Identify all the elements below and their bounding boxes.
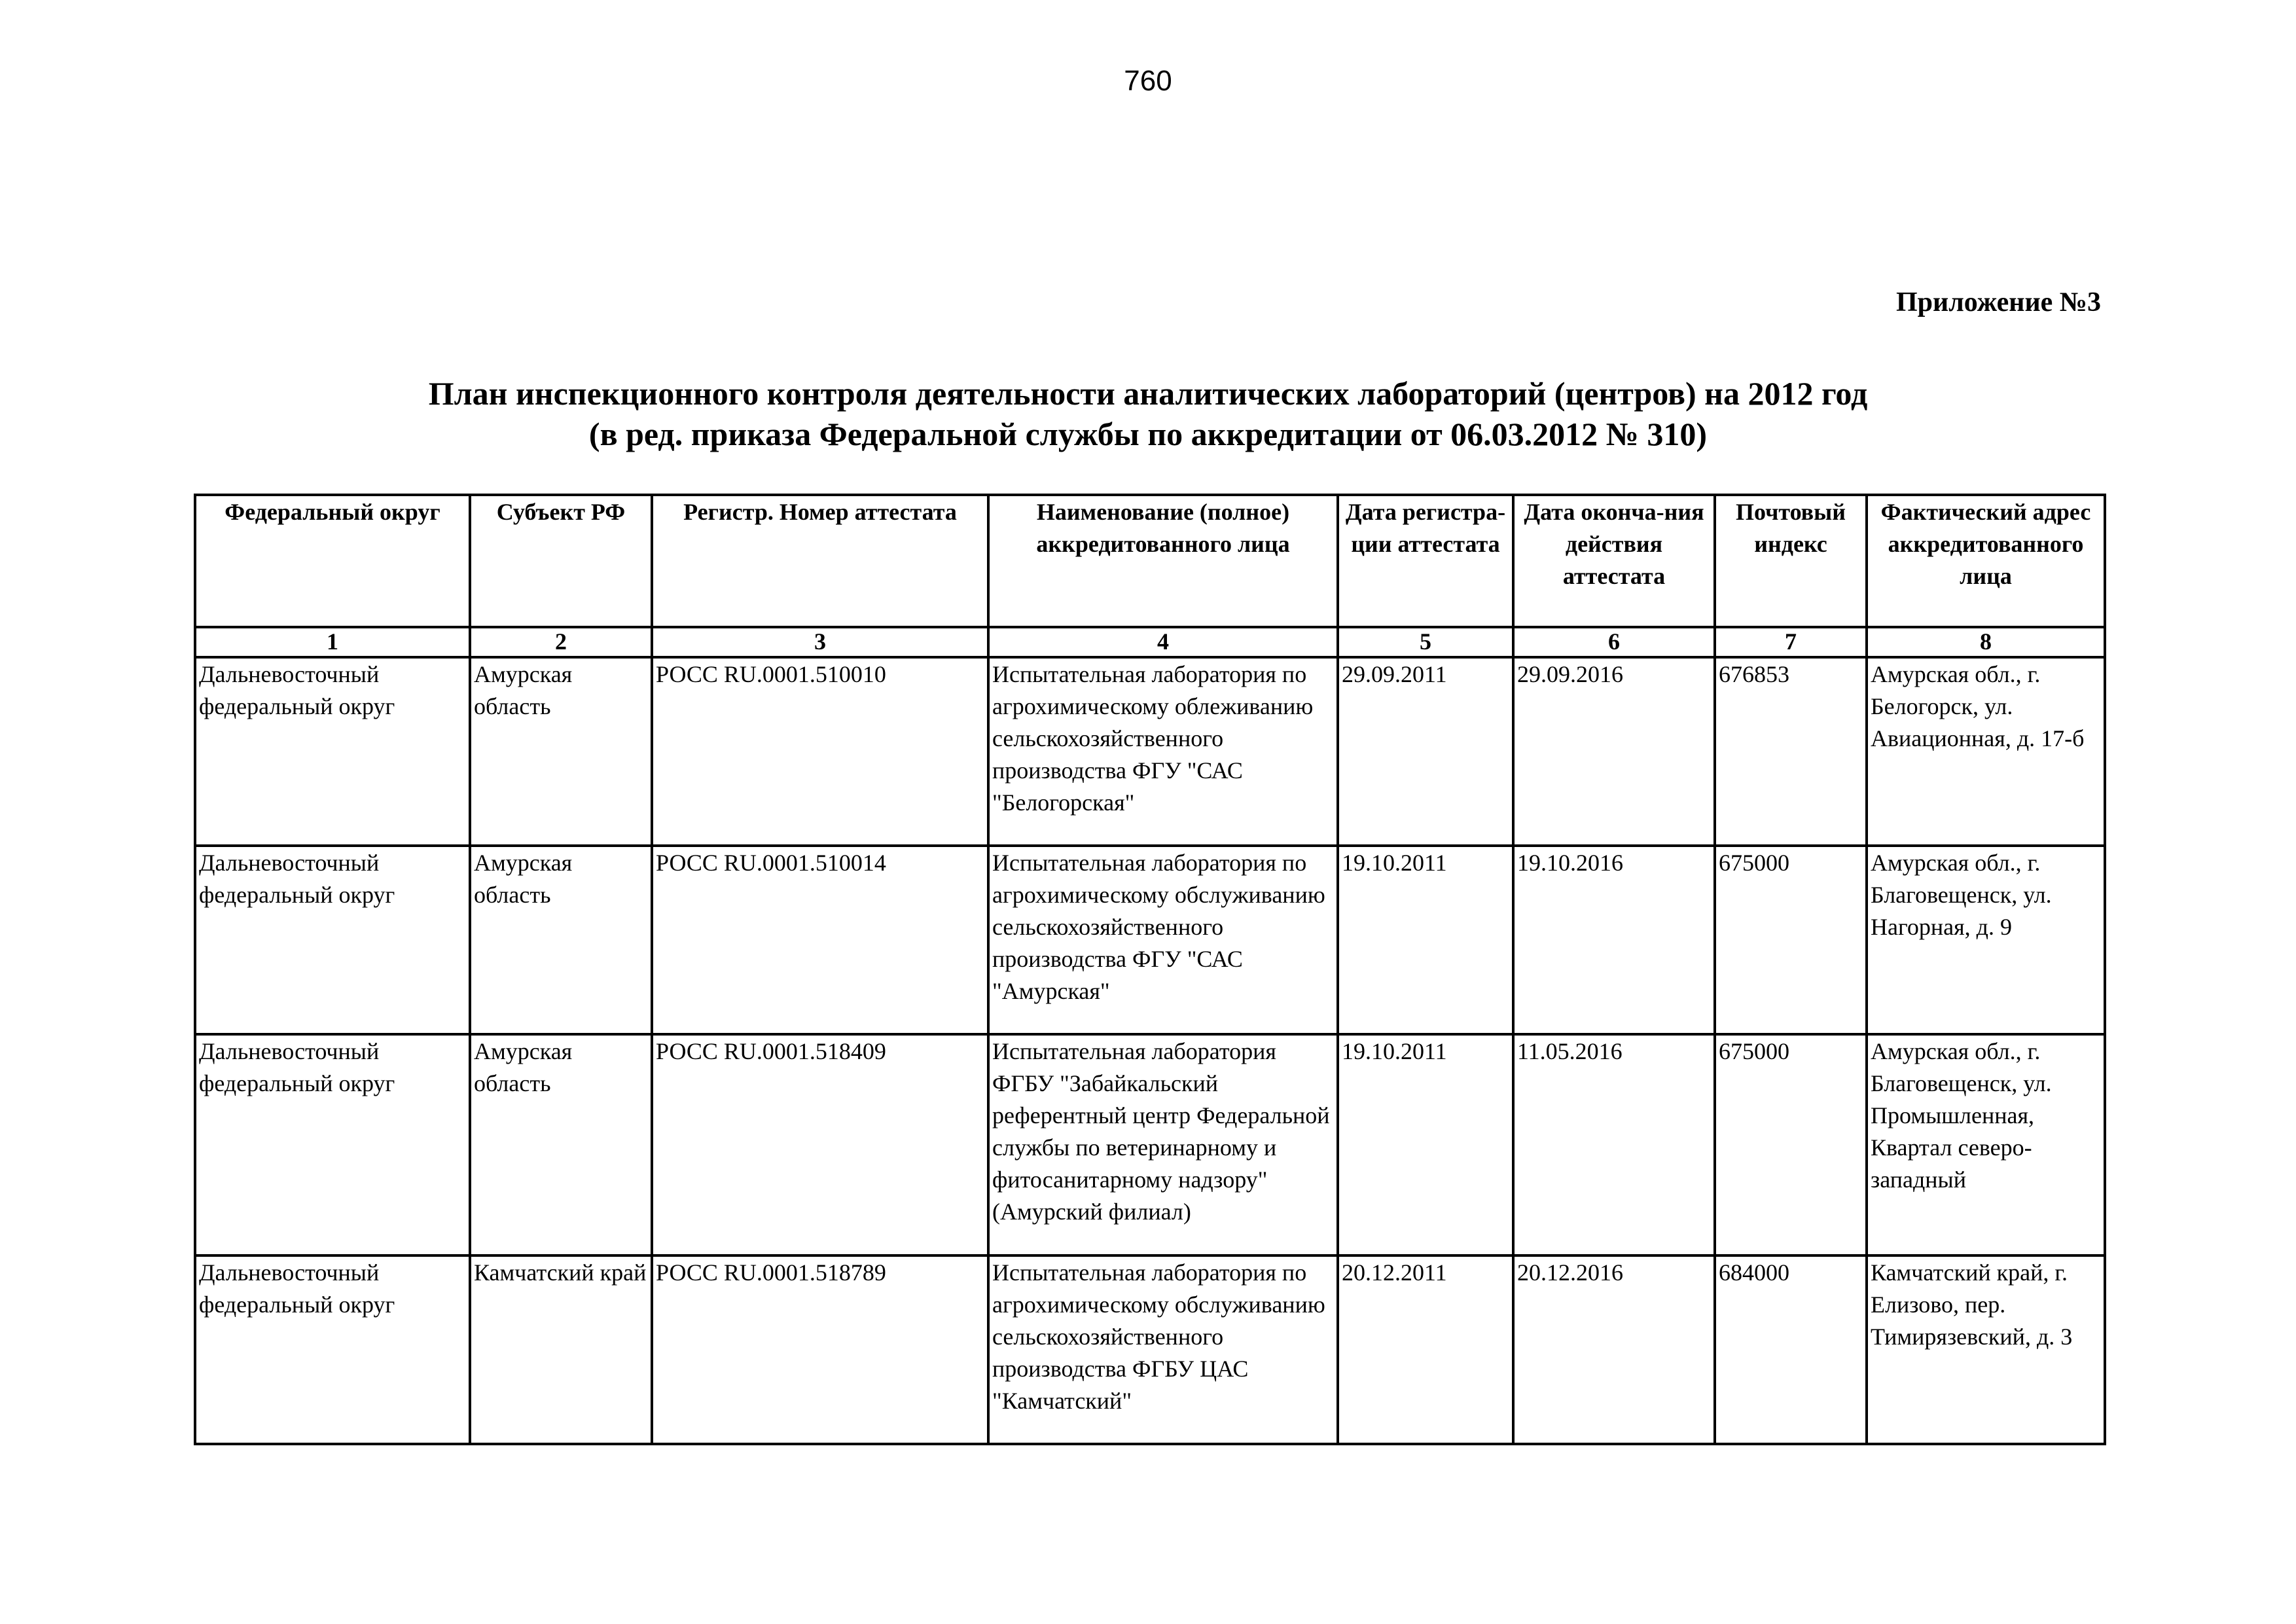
header-subject: Субъект РФ — [470, 495, 652, 627]
title-line-1: План инспекционного контроля деятельности аналитических лабораторий (центров) на 2012 год — [428, 375, 1868, 412]
inspection-plan-table — [194, 494, 2106, 1445]
cell-district: Дальневосточный федеральный округ — [195, 1255, 470, 1444]
cell-postcode: 684000 — [1715, 1255, 1867, 1444]
cell-name: Испытательная лаборатория по агрохимическому облеживанию сельскохозяйственного производства ФГУ "САС "Белогорская" — [988, 657, 1338, 846]
title-line-2: (в ред. приказа Федеральной службы по аккредитации от 06.03.2012 № 310) — [588, 416, 1708, 452]
header-district: Федеральный округ — [195, 495, 470, 627]
page-number: 760 — [1124, 65, 1172, 97]
cell-subject: Амурская область — [470, 657, 652, 846]
cell-name: Испытательная лаборатория по агрохимическому обслуживанию сельскохозяйственного производства ФГУ "САС "Амурская" — [988, 846, 1338, 1034]
cell-address: Камчатский край, г. Елизово, пер. Тимирязевский, д. 3 — [1867, 1255, 2105, 1444]
cell-reg-number: РОСС RU.0001.510014 — [652, 846, 988, 1034]
column-number: 8 — [1867, 627, 2105, 657]
column-number: 3 — [652, 627, 988, 657]
cell-district: Дальневосточный федеральный округ — [195, 657, 470, 846]
cell-address: Амурская обл., г. Белогорск, ул. Авиационная, д. 17-б — [1867, 657, 2105, 846]
cell-subject: Камчатский край — [470, 1255, 652, 1444]
cell-name: Испытательная лаборатория по агрохимическому обслуживанию сельскохозяйственного производства ФГБУ ЦАС "Камчатский" — [988, 1255, 1338, 1444]
table-row — [195, 1255, 2105, 1444]
cell-subject: Амурская область — [470, 846, 652, 1034]
column-number-row — [195, 627, 2105, 657]
cell-reg-number: РОСС RU.0001.510010 — [652, 657, 988, 846]
cell-postcode: 675000 — [1715, 1034, 1867, 1255]
cell-postcode: 675000 — [1715, 846, 1867, 1034]
cell-postcode: 676853 — [1715, 657, 1867, 846]
cell-end-date: 11.05.2016 — [1513, 1034, 1715, 1255]
header-postcode: Почтовый индекс — [1715, 495, 1867, 627]
table-row — [195, 657, 2105, 846]
column-number: 2 — [470, 627, 652, 657]
cell-reg-date: 19.10.2011 — [1338, 1034, 1513, 1255]
column-number: 6 — [1513, 627, 1715, 657]
cell-end-date: 20.12.2016 — [1513, 1255, 1715, 1444]
cell-district: Дальневосточный федеральный округ — [195, 1034, 470, 1255]
table-row — [195, 846, 2105, 1034]
cell-address: Амурская обл., г. Благовещенск, ул. Промышленная, Квартал северо-западный — [1867, 1034, 2105, 1255]
cell-district: Дальневосточный федеральный округ — [195, 846, 470, 1034]
header-end-date: Дата оконча-ния действия аттестата — [1513, 495, 1715, 627]
header-row — [195, 495, 2105, 627]
cell-name: Испытательная лаборатория ФГБУ "Забайкальский референтный центр Федеральной службы по ветеринарному и фитосанитарному надзору" (Амурский филиал) — [988, 1034, 1338, 1255]
cell-reg-date: 20.12.2011 — [1338, 1255, 1513, 1444]
header-reg-date: Дата регистра-ции аттестата — [1338, 495, 1513, 627]
column-number: 7 — [1715, 627, 1867, 657]
cell-end-date: 29.09.2016 — [1513, 657, 1715, 846]
column-number: 4 — [988, 627, 1338, 657]
cell-reg-date: 19.10.2011 — [1338, 846, 1513, 1034]
header-address: Фактический адрес аккредитованного лица — [1867, 495, 2105, 627]
cell-reg-number: РОСС RU.0001.518789 — [652, 1255, 988, 1444]
column-number: 1 — [195, 627, 470, 657]
table-row — [195, 1034, 2105, 1255]
document-title — [0, 373, 2296, 454]
cell-reg-number: РОСС RU.0001.518409 — [652, 1034, 988, 1255]
cell-reg-date: 29.09.2011 — [1338, 657, 1513, 846]
appendix-label: Приложение №3 — [1895, 287, 2101, 317]
cell-address: Амурская обл., г. Благовещенск, ул. Нагорная, д. 9 — [1867, 846, 2105, 1034]
cell-subject: Амурская область — [470, 1034, 652, 1255]
header-name: Наименование (полное) аккредитованного лица — [988, 495, 1338, 627]
cell-end-date: 19.10.2016 — [1513, 846, 1715, 1034]
header-reg-number: Регистр. Номер аттестата — [652, 495, 988, 627]
column-number: 5 — [1338, 627, 1513, 657]
